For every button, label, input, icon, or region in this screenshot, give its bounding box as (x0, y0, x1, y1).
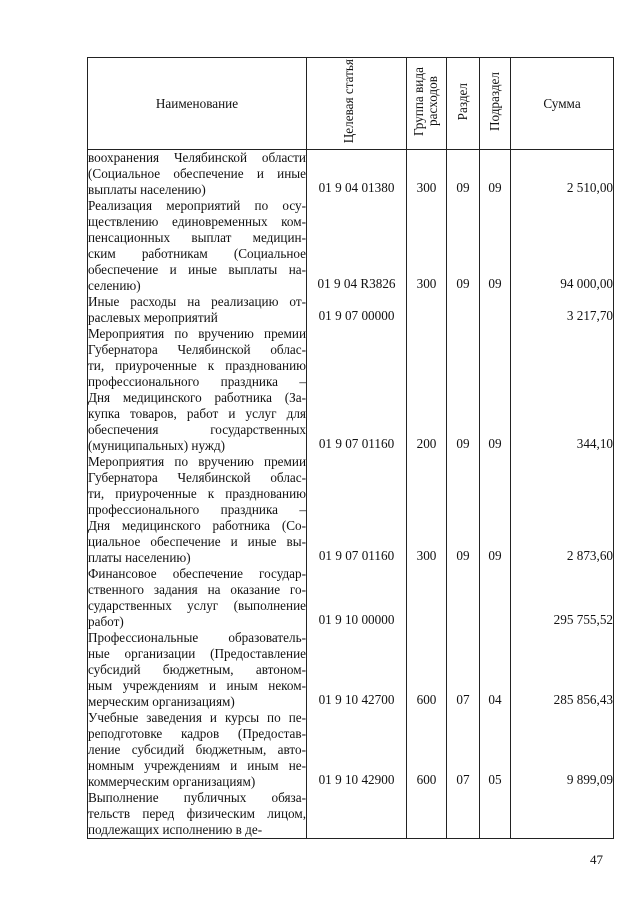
row-name-line: ным учреждениям и иным неком- (88, 678, 306, 693)
table-row (88, 198, 614, 294)
row-section (447, 566, 480, 630)
row-name-line: номным учреждениям и иным не- (88, 758, 306, 773)
header-sum: Сумма (511, 58, 614, 150)
row-sum: 344,10 (511, 326, 614, 454)
row-subsection: 09 (480, 454, 511, 566)
row-name-line: Мероприятия по вручению премии (88, 454, 306, 469)
row-name-line: Учебные заведения и курсы по пе- (88, 710, 306, 725)
row-name-line: пенсационных выплат медицин- (88, 230, 306, 245)
row-name-line: ским работникам (Социальное (88, 246, 306, 261)
row-name-line: Реализация мероприятий по осу- (88, 198, 306, 213)
table-row (88, 454, 614, 566)
row-target-code: 01 9 10 00000 (307, 566, 407, 630)
budget-table (87, 57, 614, 839)
row-sum: 2 873,60 (511, 454, 614, 566)
row-target-code: 01 9 04 R3826 (307, 198, 407, 294)
row-expense-group: 300 (407, 454, 447, 566)
row-name-line: воохранения Челябинской области (88, 150, 306, 165)
row-target-code: 01 9 04 01380 (307, 150, 407, 199)
row-name-line: платы населению) (88, 550, 191, 565)
row-name-line: профессионального праздника – (88, 374, 306, 389)
row-name-line: Губернатора Челябинской облас- (88, 470, 306, 485)
table-row (88, 326, 614, 454)
row-name-line: Мероприятия по вручению премии (88, 326, 306, 341)
row-name-cell (88, 326, 307, 454)
row-name-line: обеспечения государственных (88, 422, 306, 437)
header-subsection: Подраздел (480, 58, 511, 150)
row-section: 09 (447, 198, 480, 294)
row-expense-group (407, 294, 447, 326)
table-row (88, 294, 614, 326)
row-sum: 3 217,70 (511, 294, 614, 326)
row-name-line: Иные расходы на реализацию от- (88, 294, 306, 309)
row-sum: 285 856,43 (511, 630, 614, 710)
row-subsection: 05 (480, 710, 511, 790)
header-target: Целевая статья (307, 58, 407, 150)
row-subsection (480, 566, 511, 630)
row-sum: 9 899,09 (511, 710, 614, 790)
row-name-line: профессионального праздника – (88, 502, 306, 517)
row-name-line: тельств перед физическим лицом, (88, 806, 306, 821)
row-target-code: 01 9 10 42900 (307, 710, 407, 790)
row-name-line: Профессиональные образователь- (88, 630, 306, 645)
table-header-row (88, 58, 614, 150)
row-sum: 2 510,00 (511, 150, 614, 199)
row-name-cell (88, 294, 307, 326)
row-name-line: выплаты населению) (88, 182, 206, 197)
page-number: 47 (590, 852, 603, 867)
row-name-line: селению) (88, 278, 141, 293)
row-name-line: субсидий бюджетным, автоном- (88, 662, 306, 677)
row-name-cell (88, 454, 307, 566)
row-target-code (307, 790, 407, 839)
row-sum: 94 000,00 (511, 198, 614, 294)
row-name-line: Губернатора Челябинской облас- (88, 342, 306, 357)
row-target-code: 01 9 07 01160 (307, 454, 407, 566)
row-section: 07 (447, 630, 480, 710)
row-expense-group: 300 (407, 150, 447, 199)
row-name-cell (88, 630, 307, 710)
row-name-line: циальное обеспечение и иные вы- (88, 534, 306, 549)
row-name-cell (88, 710, 307, 790)
row-section: 09 (447, 326, 480, 454)
row-section: 07 (447, 710, 480, 790)
row-target-code: 01 9 07 00000 (307, 294, 407, 326)
row-name-cell (88, 790, 307, 839)
row-name-line: купка товаров, работ и услуг для (88, 406, 306, 421)
row-expense-group (407, 566, 447, 630)
row-section: 09 (447, 150, 480, 199)
header-group: Группа вида расходов (407, 58, 447, 150)
row-name-line: обеспечение и иные выплаты на- (88, 262, 306, 277)
row-section (447, 790, 480, 839)
row-name-line: мерческим организациям) (88, 694, 235, 709)
row-name-line: подлежащих исполнению в де- (88, 822, 263, 837)
row-subsection: 09 (480, 198, 511, 294)
row-name-line: Выполнение публичных обяза- (88, 790, 306, 805)
table-row (88, 150, 614, 199)
row-expense-group: 300 (407, 198, 447, 294)
row-subsection (480, 790, 511, 839)
header-name: Наименование (88, 58, 307, 150)
table-row (88, 630, 614, 710)
row-subsection (480, 294, 511, 326)
row-subsection: 09 (480, 150, 511, 199)
row-target-code: 01 9 07 01160 (307, 326, 407, 454)
table-row (88, 710, 614, 790)
row-name-line: ные организации (Предоставление (88, 646, 306, 661)
row-name-line: раслевых мероприятий (88, 310, 218, 325)
row-name-line: реподготовке кадров (Предостав- (88, 726, 306, 741)
row-expense-group: 600 (407, 710, 447, 790)
row-name-cell (88, 566, 307, 630)
row-name-line: ти, приуроченные к празднованию (88, 358, 306, 373)
header-section: Раздел (447, 58, 480, 150)
row-name-line: ственного задания на оказание го- (88, 582, 306, 597)
row-name-line: ществлению единовременных ком- (88, 214, 306, 229)
row-sum (511, 790, 614, 839)
row-subsection: 04 (480, 630, 511, 710)
row-expense-group: 600 (407, 630, 447, 710)
row-name-line: ти, приуроченные к празднованию (88, 486, 306, 501)
row-name-line: (муниципальных) нужд) (88, 438, 226, 453)
table-row (88, 566, 614, 630)
row-section: 09 (447, 454, 480, 566)
row-sum: 295 755,52 (511, 566, 614, 630)
row-expense-group (407, 790, 447, 839)
row-section (447, 294, 480, 326)
row-name-line: Финансовое обеспечение государ- (88, 566, 306, 581)
row-expense-group: 200 (407, 326, 447, 454)
row-name-line: коммерческим организациям) (88, 774, 256, 789)
row-name-line: сударственных услуг (выполнение (88, 598, 306, 613)
row-subsection: 09 (480, 326, 511, 454)
row-name-line: работ) (88, 614, 124, 629)
row-name-line: Дня медицинского работника (За- (88, 390, 306, 405)
row-name-line: (Социальное обеспечение и иные (88, 166, 306, 181)
row-name-line: Дня медицинского работника (Со- (88, 518, 306, 533)
row-name-line: ление субсидий бюджетным, авто- (88, 742, 306, 757)
row-target-code: 01 9 10 42700 (307, 630, 407, 710)
row-name-cell (88, 198, 307, 294)
row-name-cell (88, 150, 307, 199)
table-row (88, 790, 614, 839)
